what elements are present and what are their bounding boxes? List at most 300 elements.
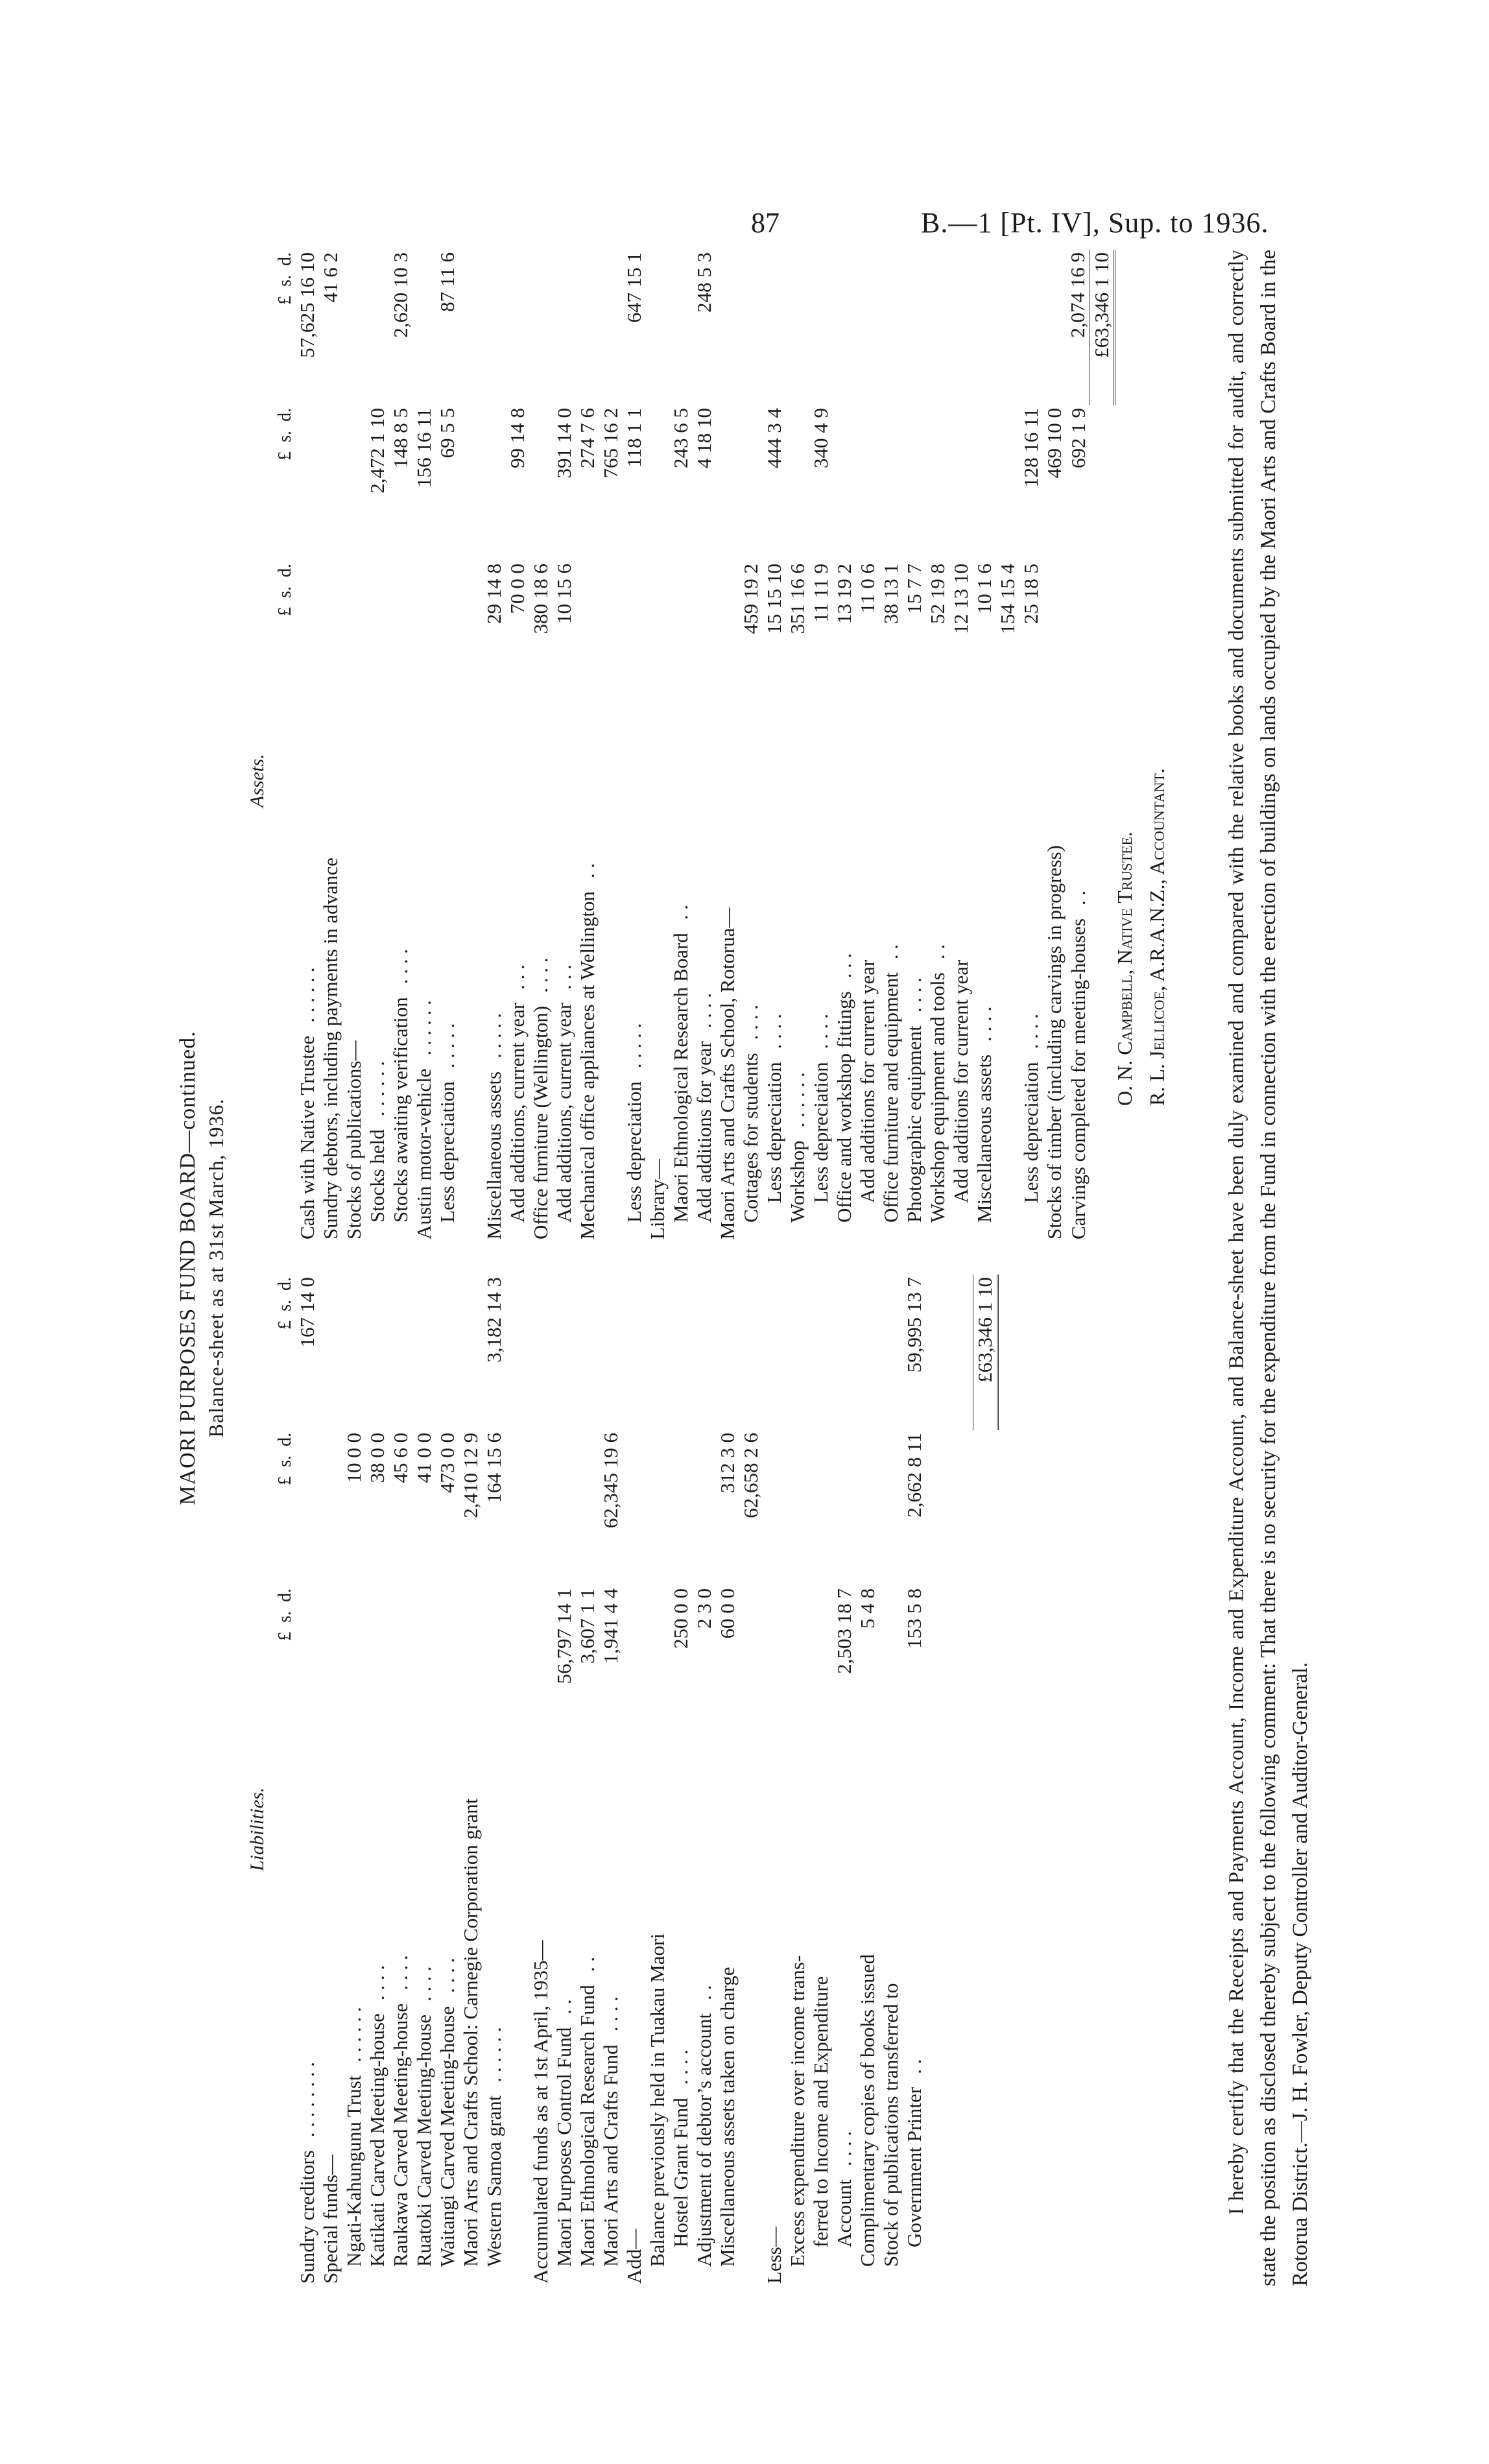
liability-row [716, 1274, 739, 2286]
asset-row [879, 250, 903, 1242]
liability-item-description [833, 1741, 856, 2286]
liability-item-description [459, 1741, 482, 2286]
liability-row [646, 1274, 669, 2286]
liability-item-description [553, 1741, 576, 2286]
liability-row [599, 1274, 623, 2286]
asset-amount-c2 [996, 405, 1019, 561]
liability-item-label: Ngati-Kahungunu Trust [342, 2075, 366, 2267]
liability-item-label: Western Samoa grant [482, 2095, 506, 2267]
liability-amount-c1: 56,797 14 1 [553, 1588, 576, 1684]
liability-amount-c3 [949, 1274, 973, 1430]
liability-row [623, 1274, 646, 2286]
asset-item-label: Cash with Native Trustee [296, 1035, 319, 1239]
asset-item-label: Stocks awaiting verification [389, 997, 412, 1223]
asset-item-description [879, 717, 903, 1242]
liability-amount-c2 [506, 1430, 529, 1586]
asset-amount-c1 [599, 561, 623, 717]
asset-amount-c3 [366, 250, 389, 405]
asset-money-header-c1 [272, 561, 296, 717]
liability-amount-c3 [669, 1274, 693, 1430]
asset-row [296, 250, 319, 1242]
asset-item-description [459, 717, 482, 1242]
asset-amount-c2: 692 1 9 [1066, 408, 1090, 468]
liability-row [949, 1274, 973, 2286]
title-block [175, 250, 228, 2286]
liability-amount-c1 [879, 1586, 903, 1741]
asset-amount-c2 [716, 405, 739, 561]
asset-amount-c3 [949, 250, 973, 405]
currency-unit-pounds: £ [274, 1320, 295, 1330]
asset-amount-c1: 380 18 6 [529, 564, 553, 634]
liability-amount-c2 [949, 1430, 973, 1586]
asset-amount-c2 [646, 405, 669, 561]
asset-amount-c3 [1043, 250, 1066, 405]
asset-amount-c3 [856, 250, 879, 405]
asset-item-label: Carvings completed for meeting-houses [1066, 918, 1090, 1239]
liability-item-label: Adjustment of debtor’s account [693, 2013, 716, 2267]
asset-item-description [856, 717, 879, 1242]
asset-amount-c3: 41 6 2 [319, 252, 342, 303]
asset-amount-c2: 391 14 0 [553, 408, 576, 479]
assets-heading: Assets. [246, 754, 268, 807]
liability-row [342, 1274, 366, 2286]
asset-item-description [669, 717, 693, 1242]
liability-row [973, 1274, 998, 2286]
asset-amount-c2: 69 5 5 [436, 408, 459, 459]
asset-amount-c1 [366, 561, 389, 717]
asset-item-description [599, 717, 623, 1242]
liability-item-description [599, 1741, 623, 2286]
liability-row [482, 1274, 506, 2286]
asset-item-description [809, 717, 833, 1242]
asset-item-description [949, 717, 973, 1242]
liability-row [856, 1274, 879, 2286]
liability-item-label: Maori Purposes Control Fund [553, 2027, 576, 2267]
asset-item-label: Office furniture and equipment [879, 972, 903, 1223]
assets-table [272, 250, 1115, 1242]
liability-amount-c1 [623, 1586, 646, 1741]
asset-item-label: Office and workshop fittings [833, 991, 856, 1223]
liability-amount-c1 [389, 1586, 412, 1741]
asset-item-description [529, 717, 553, 1242]
asset-amount-c1: 12 13 10 [949, 564, 973, 634]
liability-amount-c2: 41 0 0 [412, 1433, 436, 1483]
asset-item-description [739, 717, 763, 1242]
asset-amount-c2 [856, 405, 879, 561]
asset-amount-c1 [1090, 561, 1115, 717]
asset-money-header [272, 250, 296, 1242]
asset-row [1019, 250, 1043, 1242]
asset-row [809, 250, 833, 1242]
asset-amount-c2: 765 16 2 [599, 408, 623, 479]
asset-row [412, 250, 436, 1242]
liability-money-header-c3 [272, 1274, 296, 1430]
leader-dots: . . [553, 1999, 576, 2015]
asset-amount-c1 [716, 561, 739, 717]
asset-amount-c2 [459, 405, 482, 561]
asset-amount-c2 [342, 405, 366, 561]
liability-amount-c3 [646, 1274, 669, 1430]
liability-amount-c2 [319, 1430, 342, 1586]
liability-item-label: Hostel Grant Fund [669, 2098, 693, 2247]
asset-amount-c2: 99 14 8 [506, 408, 529, 468]
liability-item-label: Ruatoki Carved Meeting-house [412, 2014, 436, 2267]
liability-item-description [903, 1741, 926, 2286]
liability-amount-c2 [693, 1430, 716, 1586]
liability-amount-c1 [296, 1586, 319, 1741]
liability-row [389, 1274, 412, 2286]
asset-item-description [786, 717, 809, 1242]
asset-amount-c1: 11 0 6 [856, 564, 879, 614]
liability-amount-c2 [553, 1430, 576, 1586]
liability-item-label: Excess expenditure over income trans- [786, 1955, 809, 2267]
liability-amount-c3 [576, 1274, 599, 1430]
asset-row [599, 250, 623, 1242]
leader-dots: . . . . [436, 1957, 459, 1993]
leader-dots: . . . [553, 964, 576, 990]
liability-amount-c2 [856, 1430, 879, 1586]
asset-row [436, 250, 459, 1242]
liability-row [412, 1274, 436, 2286]
liability-item-label: Miscellaneous assets taken on charge [716, 1967, 739, 2267]
liability-item-label: Less— [763, 2227, 786, 2284]
asset-amount-c2: 274 7 6 [576, 408, 599, 468]
asset-amount-c3 [996, 250, 1019, 405]
liability-amount-c1 [366, 1586, 389, 1741]
document-reference: B.—1 [Pt. IV], Sup. to 1936. [921, 207, 1269, 239]
asset-item-description [319, 717, 342, 1242]
asset-amount-c2: 243 6 5 [669, 408, 693, 468]
leader-dots: . . [693, 1985, 716, 2000]
asset-item-label: Less depreciation [763, 1062, 786, 1203]
liability-amount-c1: 3,607 1 1 [576, 1588, 599, 1664]
asset-amount-c1 [319, 561, 342, 717]
asset-amount-c1: 52 19 8 [926, 564, 949, 624]
asset-item-description [903, 717, 926, 1242]
liability-row [296, 1274, 319, 2286]
liability-row [459, 1274, 482, 2286]
signatory-trustee: O. N. Campbell, Native Trustee. [1113, 831, 1136, 1106]
liability-amount-c1 [342, 1586, 366, 1741]
asset-item-description [412, 717, 436, 1242]
liability-amount-c1 [506, 1586, 529, 1741]
asset-item-label: Maori Arts and Crafts School, Rotorua— [716, 907, 739, 1239]
asset-amount-c1: 15 15 10 [763, 564, 786, 634]
asset-amount-c3 [553, 250, 576, 405]
liability-item-label: Stock of publications transferred to [879, 1983, 903, 2267]
liability-amount-c1 [973, 1586, 998, 1741]
asset-amount-c1 [412, 561, 436, 717]
currency-unit-shillings: s. [274, 1611, 295, 1623]
asset-item-label: Stocks of publications— [342, 1040, 366, 1239]
asset-amount-c1: 15 7 7 [903, 564, 926, 614]
asset-amount-c2 [529, 405, 553, 561]
asset-item-label: Miscellaneous assets [973, 1054, 996, 1223]
asset-amount-c1: 10 15 6 [553, 564, 576, 624]
leader-dots: . . [903, 2059, 926, 2074]
asset-item-label: Add additions for current year [856, 959, 879, 1203]
liability-amount-c2 [296, 1430, 319, 1586]
liability-amount-c2 [809, 1430, 833, 1586]
leader-dots: . . . . [693, 992, 716, 1029]
leader-dots: . . . . . . [296, 967, 319, 1023]
asset-row [973, 250, 996, 1242]
asset-amount-c1: 13 19 2 [833, 564, 856, 624]
leader-dots: . . . . [833, 2131, 856, 2166]
balance-sheet-rotated [175, 250, 1407, 2286]
liability-item-description [973, 1741, 998, 2286]
liability-item-label: Account [833, 2179, 856, 2247]
asset-item-description [1019, 717, 1043, 1242]
asset-row [763, 250, 786, 1242]
liability-item-description [646, 1741, 669, 2286]
liability-amount-c2: 312 3 0 [716, 1433, 739, 1493]
liability-header-blank [272, 1741, 296, 2286]
signatory-accountant: R. L. Jellicoe, A.R.A.N.Z., Accountant. [1145, 768, 1169, 1106]
board-title: MAORI PURPOSES FUND BOARD—continued. [176, 1031, 200, 1505]
asset-item-description [693, 717, 716, 1242]
leader-dots: . . . . [973, 1006, 996, 1042]
asset-row [646, 250, 669, 1242]
asset-item-description [1066, 717, 1090, 1242]
leader-dots: . . . . [529, 957, 553, 993]
audit-certificate: I hereby certify that the Receipts and Payments Account, Income and Expenditure Account, and Balance-sheet have been duly examined and compared with the relative books and documents submitted for audit, and correctly state the position as disclosed thereby subject to the following comment: That there is no security for the expenditure from the Fund in connection with the erection of buildings on lands occupied by the Maori Arts and Crafts Board in the Rotorua District.—J. H. Fowler, Deputy Controller and Auditor-General. [1225, 250, 1312, 2286]
liability-amount-c3 [366, 1274, 389, 1430]
asset-row [949, 250, 973, 1242]
liability-amount-c1: 2 3 0 [693, 1588, 716, 1629]
asset-amount-c2 [739, 405, 763, 561]
asset-amount-c2: 469 10 0 [1043, 408, 1066, 479]
currency-unit-pounds: £ [274, 1476, 295, 1485]
asset-item-label: Miscellaneous assets [482, 1071, 506, 1239]
liability-item-description [412, 1741, 436, 2286]
asset-row [366, 250, 389, 1242]
liability-row [693, 1274, 716, 2286]
liability-item-label: Katikati Carved Meeting-house [366, 2013, 389, 2267]
asset-item-description [1043, 717, 1066, 1242]
currency-unit-pounds: £ [274, 295, 295, 305]
liability-row [506, 1274, 529, 2286]
liability-row [436, 1274, 459, 2286]
leader-dots: . . . . [599, 1996, 623, 2032]
asset-item-description [342, 717, 366, 1242]
leader-dots: . . [576, 1956, 599, 1972]
asset-amount-c2 [319, 405, 342, 561]
currency-unit-pence: d. [274, 1277, 295, 1291]
liability-amount-c2: 473 0 0 [436, 1433, 459, 1493]
asset-amount-c3 [576, 250, 599, 405]
leader-dots: . . . . [389, 1955, 412, 1991]
leader-dots: . . . . [763, 1013, 786, 1049]
liability-amount-c3 [809, 1274, 833, 1430]
asset-amount-c2: 118 1 1 [623, 408, 646, 468]
currency-unit-pounds: £ [274, 606, 295, 616]
liability-item-description [856, 1741, 879, 2286]
asset-item-label: Workshop equipment and tools [926, 972, 949, 1223]
asset-amount-c3: 2,620 10 3 [389, 252, 412, 338]
asset-amount-c2 [879, 405, 903, 561]
liability-item-label: Maori Arts and Crafts Fund [599, 2044, 623, 2267]
liability-row [833, 1274, 856, 2286]
liability-amount-c2: 38 0 0 [366, 1433, 389, 1483]
liability-item-description [763, 1741, 786, 2286]
liability-amount-c3 [599, 1274, 623, 1430]
asset-amount-c2 [833, 405, 856, 561]
asset-item-label: Photographic equipment [903, 1025, 926, 1223]
asset-item-label: Less depreciation [623, 1081, 646, 1223]
page-number: 87 [751, 207, 780, 239]
asset-amount-c1 [646, 561, 669, 717]
liability-item-label: Accumulated funds as at 1st April, 1935— [529, 1940, 553, 2284]
leader-dots: . . . . [669, 2049, 693, 2085]
asset-item-label: Cottages for students [739, 1053, 763, 1223]
liability-row [879, 1274, 903, 2286]
asset-amount-c1 [693, 561, 716, 717]
liability-item-label: Maori Ethnological Research Fund [576, 1985, 599, 2267]
asset-amount-c2 [949, 405, 973, 561]
liability-item-label: Special funds— [319, 2155, 342, 2284]
asset-item-label: Office furniture (Wellington) [529, 1005, 553, 1239]
asset-amount-c2: 156 16 11 [412, 408, 436, 488]
liability-amount-c1: 1,941 4 4 [599, 1588, 623, 1664]
liabilities-section [272, 1274, 999, 2286]
asset-item-description [646, 717, 669, 1242]
asset-item-description [366, 717, 389, 1242]
asset-money-header-c3 [272, 250, 296, 405]
leader-dots: . . . . . [623, 1023, 646, 1069]
liability-amount-c2: 2,410 12 9 [459, 1433, 482, 1518]
asset-amount-c2 [926, 405, 949, 561]
asset-row [459, 250, 482, 1242]
liability-amount-c2: 164 15 6 [482, 1433, 506, 1503]
currency-unit-pounds: £ [274, 1631, 295, 1641]
asset-row [996, 250, 1019, 1242]
asset-item-label: Less depreciation [809, 1062, 833, 1203]
liability-item-description [366, 1741, 389, 2286]
asset-amount-c3 [809, 250, 833, 405]
liability-amount-c1: 5 4 8 [856, 1588, 879, 1629]
liability-amount-c3 [879, 1274, 903, 1430]
asset-amount-c1: 154 15 4 [996, 564, 1019, 634]
liability-amount-c2: 2,662 8 11 [903, 1433, 926, 1518]
asset-amount-c1 [296, 561, 319, 717]
leader-dots: . . . . . . [366, 1060, 389, 1117]
asset-item-label: Less depreciation [1019, 1062, 1043, 1203]
liability-row [366, 1274, 389, 2286]
liability-amount-c3 [623, 1274, 646, 1430]
asset-amount-c3 [739, 250, 763, 405]
liability-amount-c1 [926, 1586, 949, 1741]
liabilities-heading: Liabilities. [246, 1787, 268, 1871]
asset-row [1066, 250, 1090, 1242]
asset-row [856, 250, 879, 1242]
liability-amount-c2: 62,345 19 6 [599, 1433, 623, 1529]
liability-amount-c3 [319, 1274, 342, 1430]
asset-amount-c3 [506, 250, 529, 405]
asset-amount-c1: 29 14 8 [482, 564, 506, 624]
liability-item-label: Balance previously held in Tuakau Maori [646, 1933, 669, 2267]
asset-amount-c1: 10 1 6 [973, 564, 996, 614]
liability-amount-c3 [459, 1274, 482, 1430]
liability-amount-c3 [763, 1274, 786, 1430]
asset-amount-c2 [786, 405, 809, 561]
asset-row [833, 250, 856, 1242]
asset-amount-c3 [716, 250, 739, 405]
asset-item-description [763, 717, 786, 1242]
liability-row [576, 1274, 599, 2286]
liability-row [763, 1274, 786, 2286]
leader-dots: . . . . [739, 1005, 763, 1040]
asset-item-label: Stocks held [366, 1129, 389, 1223]
leader-dots: . . . [506, 964, 529, 990]
asset-item-label: Maori Ethnological Research Board [669, 933, 693, 1223]
asset-amount-c2: 148 8 5 [389, 408, 412, 468]
liability-row [786, 1274, 809, 2286]
leader-dots: . . . . [389, 948, 412, 985]
asset-row [319, 250, 342, 1242]
liability-item-description [809, 1741, 833, 2286]
asset-row [786, 250, 809, 1242]
liability-item-description [296, 1741, 319, 2286]
asset-amount-c1: 351 16 6 [786, 564, 809, 634]
asset-row [739, 250, 763, 1242]
asset-row [669, 250, 693, 1242]
leader-dots: . . . . . . [342, 2007, 366, 2063]
asset-money-header-c2 [272, 405, 296, 561]
liability-item-description [482, 1741, 506, 2286]
asset-item-label: Sundry debtors, including payments in advance [319, 857, 342, 1239]
asset-row [1043, 250, 1066, 1242]
liability-item-description [716, 1741, 739, 2286]
liability-money-header [272, 1274, 296, 2286]
asset-row [926, 250, 949, 1242]
asset-amount-c1 [459, 561, 482, 717]
liability-amount-c1 [459, 1586, 482, 1741]
liability-amount-c2 [973, 1430, 998, 1586]
asset-amount-c3: 248 5 3 [693, 252, 716, 313]
leader-dots: . . [879, 944, 903, 960]
currency-unit-shillings: s. [274, 1455, 295, 1467]
asset-row [389, 250, 412, 1242]
liability-amount-c1: 60 0 0 [716, 1588, 739, 1639]
asset-amount-c1: 70 0 0 [506, 564, 529, 614]
currency-unit-shillings: s. [274, 586, 295, 598]
leader-dots: . . [1066, 890, 1090, 905]
liability-amount-c1 [809, 1586, 833, 1741]
liability-amount-c1 [319, 1586, 342, 1741]
balance-sheet-subtitle: Balance-sheet as at 31st March, 1936. [204, 1098, 228, 1438]
liability-item-label: Complimentary copies of books issued [856, 1954, 879, 2267]
liability-amount-c3 [412, 1274, 436, 1430]
asset-amount-c1: 38 13 1 [879, 564, 903, 624]
liability-amount-c3 [553, 1274, 576, 1430]
asset-amount-c3: 647 15 1 [623, 252, 646, 323]
leader-dots: . . [669, 904, 693, 920]
asset-item-description [296, 717, 319, 1242]
liability-amount-c1 [482, 1586, 506, 1741]
leader-dots: . . . . . . [786, 1072, 809, 1128]
asset-amount-c3 [459, 250, 482, 405]
asset-row [623, 250, 646, 1242]
asset-row [529, 250, 553, 1242]
asset-item-description [506, 717, 529, 1242]
liabilities-table [272, 1274, 999, 2286]
leader-dots: . . . . [1019, 1013, 1043, 1049]
asset-amount-c3: 2,074 16 9 [1066, 252, 1090, 338]
liability-amount-c3: 59,995 13 7 [903, 1277, 926, 1373]
liability-item-description [926, 1741, 949, 2286]
asset-item-description [482, 717, 506, 1242]
